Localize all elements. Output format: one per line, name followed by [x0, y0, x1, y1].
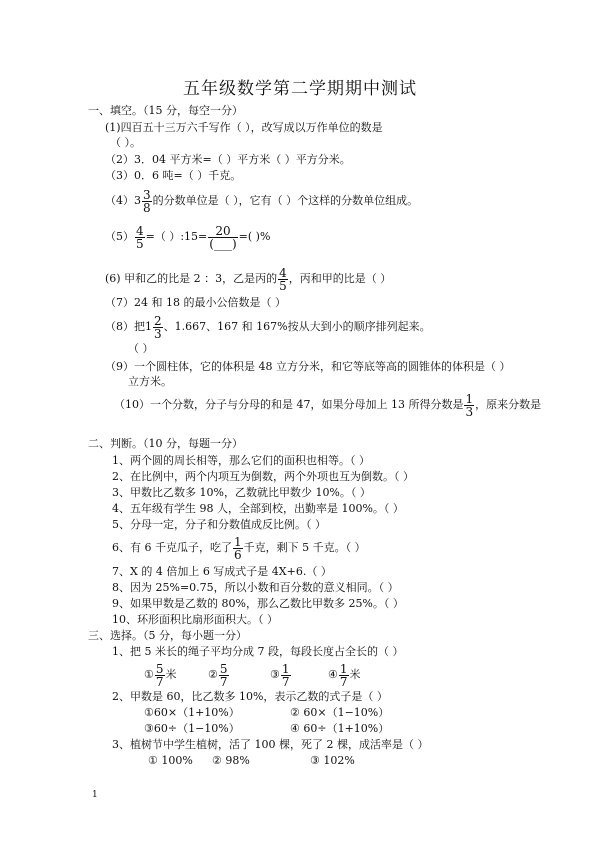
q10-prefix: （10）一个分数，分子与分母的和是 47，如果分母加上 13 所得分数是 — [114, 398, 464, 411]
q5-fraction-2-num: 20 — [208, 225, 237, 238]
choice-q1-opt3-mark: ③ — [270, 668, 280, 681]
choice-q2-option-4: ④ 60÷（1+10%） — [290, 722, 390, 735]
q5-fraction — [135, 225, 145, 250]
choice-q1-opt3-den: 7 — [281, 674, 290, 689]
choice-q1: 1、把 5 米长的绳子平均分成 7 段，每段长度占全长的（ ） — [112, 645, 404, 658]
choice-q1-opt2-num: 5 — [219, 661, 228, 676]
section-1-heading: 一、填空。（15 分，每空一分） — [88, 104, 243, 117]
judge-item-4: 4、五年级有学生 98 人，全部到校，出勤率是 100%。（ ） — [112, 502, 404, 515]
choice-q1-opt2-mark: ② — [208, 668, 218, 681]
judge-6-fraction — [233, 536, 243, 561]
q10-suffix: ，原来分数是 — [475, 398, 542, 411]
q6-fraction — [278, 267, 288, 292]
q5 — [105, 222, 270, 252]
choice-q1-opt1-unit: 米 — [165, 668, 177, 681]
judge-6-suffix: 千克，剩下 5 千克。（ ） — [243, 541, 366, 554]
judge-item-2: 2、在比例中，两个内项互为倒数，两个外项也互为倒数。（ ） — [112, 470, 414, 483]
page-number: 1 — [92, 790, 98, 800]
q6-fraction-num: 4 — [279, 265, 287, 280]
judge-item-5: 5、分母一定，分子和分数值成反比例。（ ） — [112, 518, 326, 531]
choice-q1-opt4-fraction — [339, 663, 349, 688]
choice-q1-option-2 — [208, 660, 230, 690]
choice-q2: 2、甲数是 60，比乙数多 10%，表示乙数的式子是（ ） — [112, 690, 388, 703]
q4-suffix: 的分数单位是（ ），它有（ ）个这样的分数单位组成。 — [152, 194, 419, 207]
q10-fraction-num: 1 — [465, 391, 474, 406]
q6-suffix: ，丙和甲的比是（ ） — [288, 272, 392, 285]
q8-fraction — [153, 315, 163, 340]
choice-q1-opt2-den: 7 — [219, 674, 228, 689]
q4 — [105, 186, 418, 216]
q8-fraction-den: 3 — [154, 326, 162, 341]
choice-q1-opt1-den: 7 — [155, 674, 164, 689]
choice-q1-opt1-mark: ① — [144, 668, 154, 681]
q10-fraction — [464, 393, 474, 418]
choice-q3: 3、植树节中学生植树，活了 100 棵，死了 2 棵，成活率是（ ） — [112, 738, 429, 751]
q5-suffix: =( )% — [238, 230, 271, 243]
judge-item-9: 9、如果甲数是乙数的 80%，那么乙数比甲数多 25%。（ ） — [112, 597, 404, 610]
q3: （3）0．6 吨=（ ）千克。 — [105, 169, 242, 182]
q1-line-a: (1)四百五十三万六千写作（ ），改写成以万作单位的数是 — [105, 121, 383, 134]
judge-item-7: 7、X 的 4 倍加上 6 写成式子是 4X+6.（ ） — [112, 565, 332, 578]
choice-q1-option-3 — [270, 660, 292, 690]
judge-6-fraction-num: 1 — [234, 534, 242, 549]
q8-fraction-num: 2 — [154, 313, 162, 328]
judge-item-8: 8、因为 25%=0.75，所以小数和百分数的意义相同。（ ） — [112, 581, 399, 594]
q2: （2）3．04 平方米=（ ）平方米（ ）平方分米。 — [105, 153, 351, 166]
choice-q3-option-2: ② 98% — [212, 754, 250, 767]
q4-fraction-den: 8 — [143, 200, 151, 215]
q5-middle: =（ ）:15= — [145, 230, 208, 243]
choice-q1-option-1 — [144, 660, 177, 690]
q5-fraction-2 — [208, 225, 237, 250]
q1-line-b: （ ）。 — [110, 136, 141, 149]
choice-q3-option-3: ③ 102% — [310, 754, 355, 767]
q5-prefix: （5） — [105, 230, 134, 243]
judge-item-10: 10、环形面积比扇形面积大。（ ） — [112, 613, 278, 626]
q4-prefix: （4）3 — [105, 194, 141, 207]
choice-q1-opt1-num: 5 — [155, 661, 164, 676]
q8 — [105, 312, 431, 342]
choice-q1-opt4-num: 1 — [339, 661, 348, 676]
q6-fraction-den: 5 — [279, 278, 287, 293]
judge-item-3: 3、甲数比乙数多 10%，乙数就比甲数少 10%。（ ） — [112, 486, 371, 499]
q8-answer-blank: （ ） — [128, 342, 154, 355]
q7: （7）24 和 18 的最小公倍数是（ ） — [105, 296, 286, 309]
section-3-heading: 三、选择。（5 分，每小题一分） — [88, 629, 247, 642]
judge-6-fraction-den: 6 — [234, 547, 242, 562]
choice-q1-opt4-unit: 米 — [349, 668, 361, 681]
q8-prefix: （8）把1 — [105, 320, 152, 333]
choice-q1-opt3-num: 1 — [281, 661, 290, 676]
q10-fraction-den: 3 — [465, 404, 474, 419]
q9-line-a: （9）一个圆柱体，它的体积是 48 立方分米，和它等底等高的圆锥体的体积是（ ） — [105, 360, 511, 373]
choice-q2-option-2: ② 60×（1−10%） — [290, 706, 390, 719]
q9-line-b: 立方米。 — [128, 375, 172, 388]
page-title: 五年级数学第二学期期中测试 — [183, 79, 417, 99]
q4-fraction — [142, 189, 152, 214]
q5-fraction-den: 5 — [136, 236, 144, 251]
q5-fraction-num: 4 — [136, 223, 144, 238]
choice-q1-opt4-mark: ④ — [328, 668, 338, 681]
choice-q1-opt1-fraction — [155, 663, 165, 688]
choice-q2-option-3: ③60÷（1−10%） — [144, 722, 240, 735]
choice-q2-option-1: ①60×（1+10%） — [144, 706, 240, 719]
q4-fraction-num: 3 — [143, 187, 151, 202]
choice-q1-opt3-fraction — [281, 663, 291, 688]
choice-q1-option-4 — [328, 660, 361, 690]
judge-6-prefix: 6、有 6 千克瓜子，吃了 — [112, 541, 232, 554]
q6-prefix: (6) 甲和乙的比是 2 ：3，乙是丙的 — [105, 272, 278, 285]
choice-q1-opt4-den: 7 — [339, 674, 348, 689]
section-2-heading: 二、判断。（10 分，每题一分） — [88, 437, 243, 450]
q5-fraction-2-den: (___) — [209, 236, 237, 251]
q6 — [105, 264, 391, 294]
choice-q1-opt2-fraction — [219, 663, 229, 688]
q10 — [114, 390, 541, 420]
judge-item-6 — [112, 533, 366, 563]
judge-item-1: 1、两个圆的周长相等，那么它们的面积也相等。（ ） — [112, 454, 370, 467]
q8-suffix: 、1.667、167 和 167%按从大到小的顺序排列起来。 — [163, 320, 431, 333]
choice-q3-option-1: ① 100% — [148, 754, 193, 767]
